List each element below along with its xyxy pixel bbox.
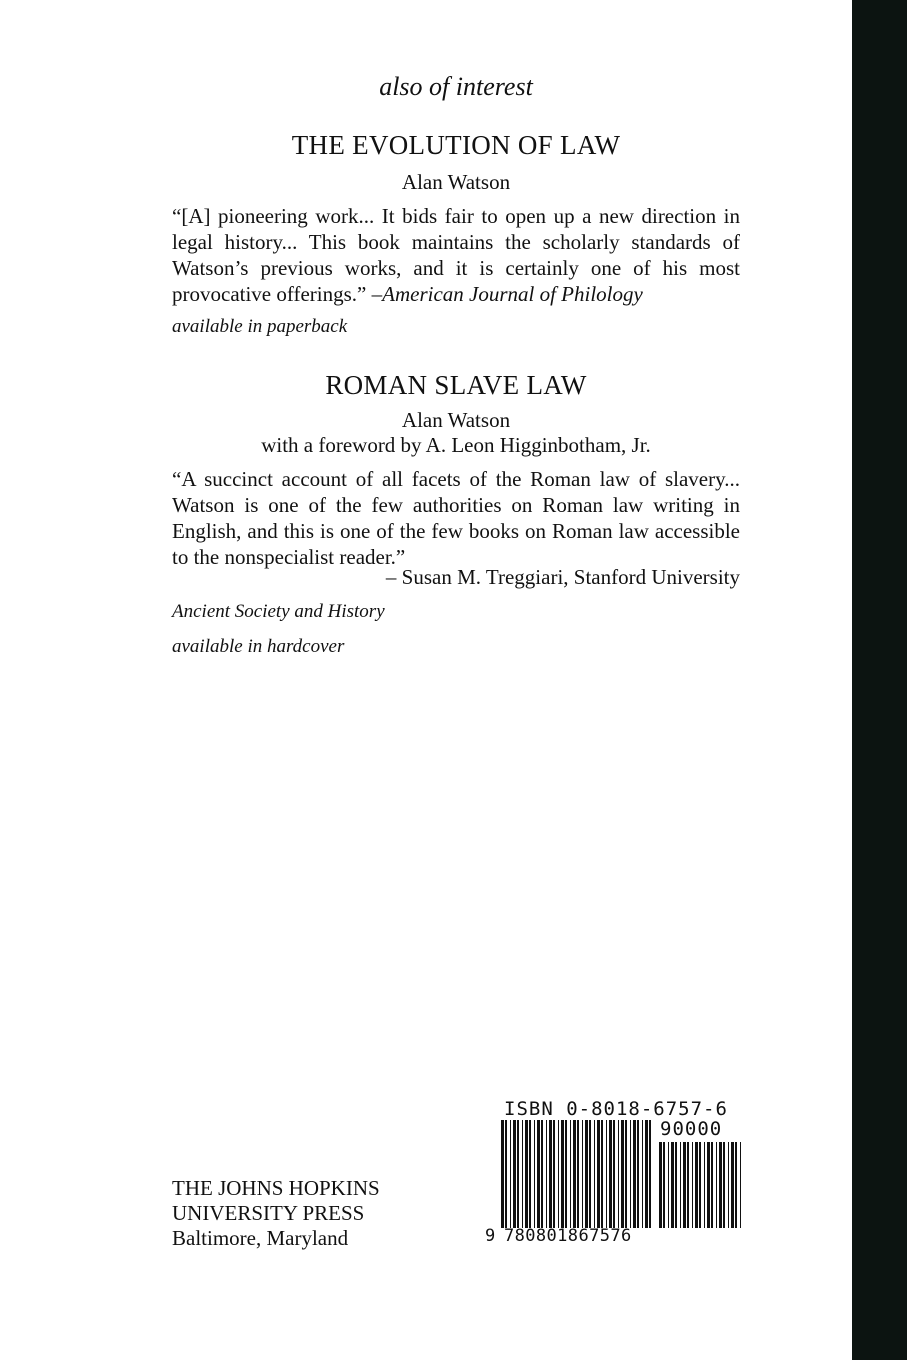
ean-first-digit: 9 [485, 1226, 496, 1246]
barcode-bar [541, 1120, 543, 1228]
barcode-bar [582, 1120, 583, 1228]
barcode-bar [549, 1120, 552, 1228]
book1-author: Alan Watson [401, 170, 511, 194]
barcode-bar [573, 1120, 576, 1228]
barcode-bar [577, 1120, 579, 1228]
barcode-bar [621, 1120, 624, 1228]
barcode-bar [625, 1120, 627, 1228]
barcode-bar [740, 1142, 741, 1228]
barcode-bar [707, 1142, 710, 1228]
book1-title: THE EVOLUTION OF LAW [291, 130, 621, 160]
book1-quote-source: American Journal of Philology [382, 282, 643, 306]
barcode-bar [699, 1142, 701, 1228]
barcode-bar [659, 1142, 662, 1228]
book2-title: ROMAN SLAVE LAW [325, 370, 587, 400]
barcode-bar [695, 1142, 698, 1228]
barcode-bar [687, 1142, 689, 1228]
barcode-bar [723, 1142, 725, 1228]
barcode-bar [683, 1142, 686, 1228]
publisher-line-1: THE JOHNS HOPKINS [172, 1176, 380, 1200]
barcode-bar [613, 1120, 615, 1228]
barcode-bar [663, 1142, 665, 1228]
barcode-bar [525, 1120, 528, 1228]
barcode-bar [501, 1120, 504, 1228]
barcode-bar [553, 1120, 555, 1228]
barcode-bar [565, 1120, 567, 1228]
barcode-bar [719, 1142, 722, 1228]
book2-series: Ancient Society and History [172, 601, 385, 622]
book2-attribution: – Susan M. Treggiari, Stanford University [385, 565, 740, 589]
ean-digits: 780801867576 [504, 1226, 632, 1246]
barcode-bar [609, 1120, 612, 1228]
barcode-bar [731, 1142, 734, 1228]
barcode-bar [630, 1120, 631, 1228]
barcode-bar [735, 1142, 737, 1228]
barcode-bar [558, 1120, 559, 1228]
barcode-bar [675, 1142, 677, 1228]
barcode-bar [704, 1142, 705, 1228]
publisher-line-2: UNIVERSITY PRESS [172, 1201, 365, 1225]
barcode-bar [728, 1142, 729, 1228]
barcode-bar [534, 1120, 535, 1228]
isbn-barcode [485, 1098, 747, 1248]
barcode-bar [716, 1142, 717, 1228]
barcode-bar [537, 1120, 540, 1228]
book1-quote-text: “[A] pioneering work... It bids fair to open up a new direction in legal history... This book maintains the scholarly standards of Watson’s previous works, and it is certainly one of his most provocative offerings.” – [172, 204, 740, 306]
barcode-bars [501, 1120, 745, 1228]
ean-number [485, 1226, 632, 1246]
barcode-bar [561, 1120, 564, 1228]
book1-availability: available in paperback [172, 316, 348, 337]
publisher-line-3: Baltimore, Maryland [172, 1226, 349, 1250]
barcode-bar [642, 1120, 643, 1228]
publisher-imprint [172, 1176, 380, 1251]
barcode-bar [589, 1120, 591, 1228]
book2-review-quote: “A succinct account of all facets of the Roman law of slavery... Watson is one of the few authorities on Roman law writing in English, and this is one of the few books on Roman law accessible to the nonspecialist reader.” [172, 467, 740, 569]
book2-author: Alan Watson [401, 408, 511, 432]
barcode-bar [618, 1120, 619, 1228]
barcode-bar [585, 1120, 588, 1228]
also-of-interest-heading: also of interest [379, 72, 533, 101]
barcode-bar [546, 1120, 547, 1228]
barcode-bar [517, 1120, 519, 1228]
barcode-bar [594, 1120, 595, 1228]
barcode-bar [671, 1142, 674, 1228]
barcode-bar [692, 1142, 693, 1228]
book2-availability: available in hardcover [172, 636, 345, 657]
barcode-bar [637, 1120, 639, 1228]
barcode-bar [529, 1120, 531, 1228]
barcode-bar [711, 1142, 713, 1228]
barcode-bar [522, 1120, 523, 1228]
isbn-label: ISBN 0-8018-6757-6 [504, 1098, 728, 1120]
barcode-bar [680, 1142, 681, 1228]
barcode-bar [597, 1120, 600, 1228]
book1-review-quote [172, 203, 740, 307]
barcode-bar [513, 1120, 516, 1228]
book-spine-edge [852, 0, 907, 1360]
barcode-bar [606, 1120, 607, 1228]
barcode-bar [505, 1120, 507, 1228]
barcode-bar [510, 1120, 511, 1228]
barcode-bar [649, 1120, 651, 1228]
price-code: 90000 [660, 1118, 723, 1140]
barcode-bar [633, 1120, 636, 1228]
barcode-bar [570, 1120, 571, 1228]
barcode-bar [668, 1142, 669, 1228]
barcode-bar [645, 1120, 648, 1228]
book2-foreword: with a foreword by A. Leon Higginbotham, Jr. [261, 433, 651, 457]
barcode-bar [601, 1120, 603, 1228]
